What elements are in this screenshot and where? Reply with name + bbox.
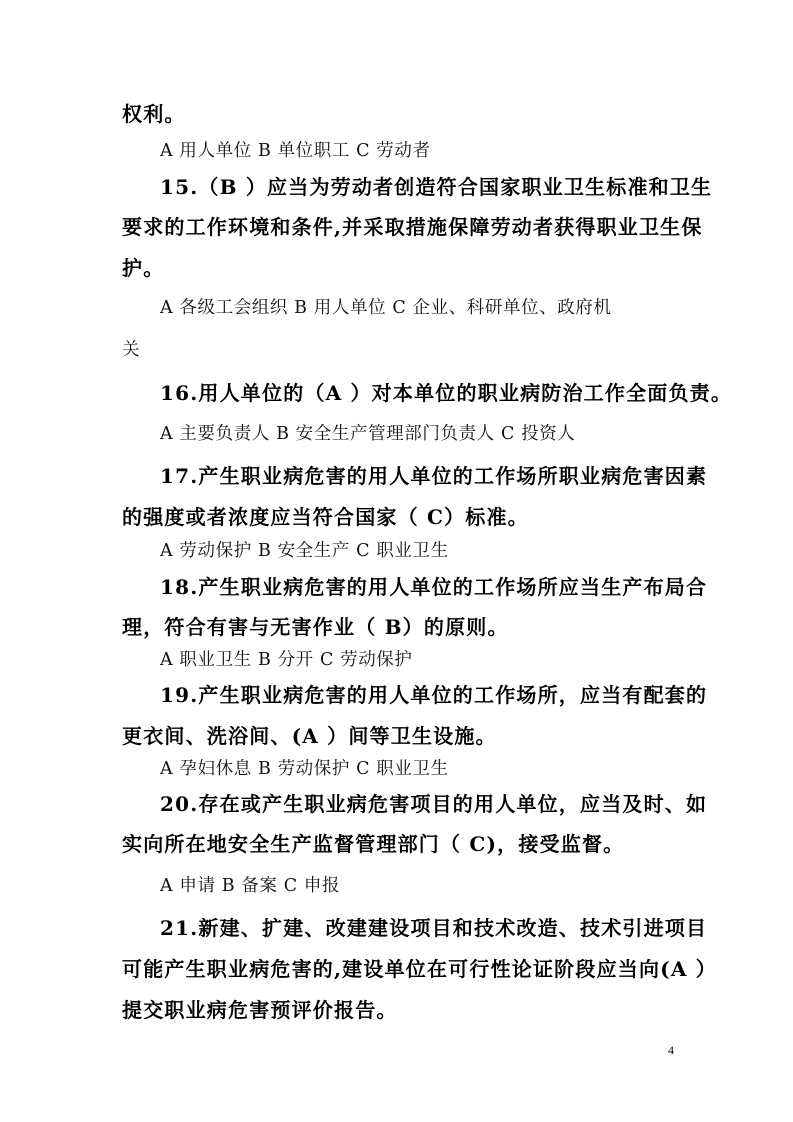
page-number: 4: [668, 1043, 674, 1057]
text-line: 实向所在地安全生产监督管理部门（ C)，接受监督。: [122, 832, 625, 856]
question-line: 17.产生职业病危害的用人单位的工作场所职业病危害因素: [160, 464, 708, 488]
option-line: A 孕妇休息 B 劳动保护 C 职业卫生: [160, 759, 449, 779]
text-line: 提交职业病危害预评价报告。: [122, 998, 398, 1022]
question-line: 19.产生职业病危害的用人单位的工作场所，应当有配套的: [160, 683, 708, 707]
option-line: A 申请 B 备案 C 申报: [160, 876, 341, 896]
text-line: 要求的工作环境和条件,并采取措施保障劳动者获得职业卫生保: [122, 215, 703, 239]
question-line: 20.存在或产生职业病危害项目的用人单位，应当及时、如: [160, 792, 708, 816]
question-line: 15.（B ）应当为劳动者创造符合国家职业卫生标准和卫生: [160, 175, 713, 199]
option-line: A 主要负责人 B 安全生产管理部门负责人 C 投资人: [160, 424, 576, 444]
text-line: 可能产生职业病危害的,建设单位在可行性论证阶段应当向(A ）: [122, 957, 717, 981]
option-line: 关: [122, 340, 141, 360]
question-line: 21.新建、扩建、改建建设项目和技术改造、技术引进项目: [160, 916, 708, 940]
question-line: 18.产生职业病危害的用人单位的工作场所应当生产布局合: [160, 575, 708, 599]
text-line: 更衣间、洗浴间、(A ）间等卫生设施。: [122, 724, 497, 748]
question-line: 16.用人单位的（A ）对本单位的职业病防治工作全面负责。: [160, 381, 733, 405]
text-line: 理，符合有害与无害作业（ B）的原则。: [122, 615, 509, 639]
option-line: A 用人单位 B 单位职工 C 劳动者: [160, 141, 431, 161]
option-line: A 职业卫生 B 分开 C 劳动保护: [160, 650, 413, 670]
text-line: 护。: [122, 256, 165, 280]
option-line: A 各级工会组织 B 用人单位 C 企业、科研单位、政府机: [160, 298, 612, 318]
text-line: 的强度或者浓度应当符合国家（ C）标准。: [122, 505, 529, 529]
option-line: A 劳动保护 B 安全生产 C 职业卫生: [160, 541, 449, 561]
text-line: 权利。: [122, 102, 186, 126]
